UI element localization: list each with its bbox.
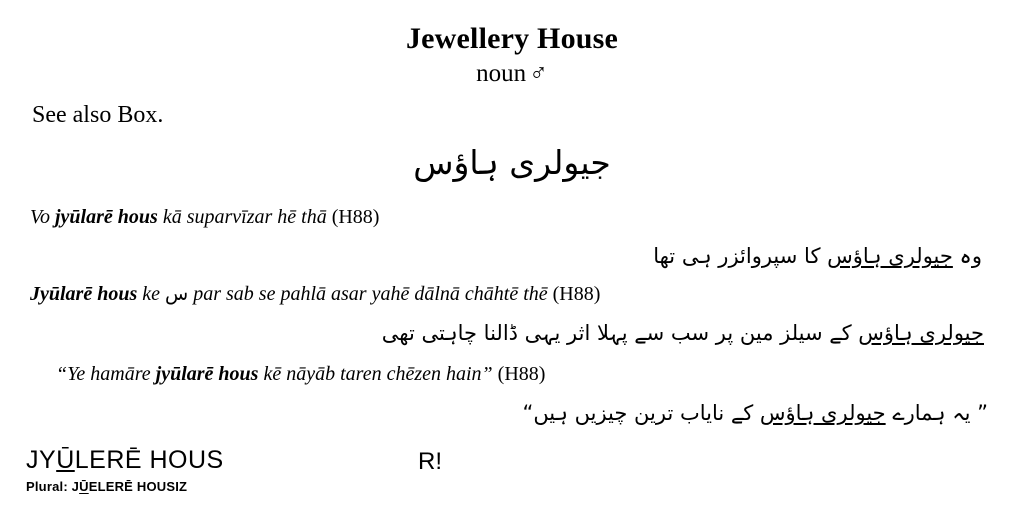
example-1-citation: (H88)	[331, 206, 380, 228]
part-of-speech: noun	[476, 60, 527, 87]
pronunciation-main-vowel: Ū	[56, 446, 75, 474]
urdu-headword: جیولری ہاؤس	[413, 143, 611, 182]
example-1-keyword: jyūlarē hous	[55, 206, 158, 228]
page-mark: R!	[418, 448, 442, 475]
example-urdu-1	[653, 244, 982, 268]
plural-part-a: J	[71, 479, 80, 494]
example-2-urdu-keyword: جیولری ہاؤس	[858, 321, 984, 345]
pronunciation-block	[26, 446, 224, 494]
example-latin-1	[30, 206, 994, 229]
part-of-speech-line	[0, 60, 1024, 88]
example-2-mid: ke	[137, 283, 166, 305]
example-1-urdu-post: کا سپروائزر ہی تھا	[653, 244, 828, 268]
example-3-post: kē nāyāb taren chēzen hain”	[258, 363, 493, 385]
pronunciation-main-part-b: LERĒ HOUS	[74, 446, 224, 474]
cross-reference: See also Box.	[32, 102, 164, 128]
example-2-citation: (H88)	[552, 283, 601, 305]
plural-form	[26, 479, 224, 494]
example-latin-2	[30, 283, 994, 306]
example-1-post: kā suparvīzar hē thā	[157, 206, 327, 228]
example-3-keyword: jyūlarē hous	[155, 363, 259, 385]
example-3-urdu-post: کے نایاب ترین چیزیں ہیں“	[522, 401, 760, 425]
example-2-urdu-post: کے سیلز مین پر سب سے پہلا اثر یہی ڈالنا چاہتی تھی	[381, 321, 859, 345]
example-urdu-3	[522, 401, 988, 425]
example-3-urdu-keyword: جیولری ہاؤس	[759, 401, 886, 425]
plural-vowel: Ū	[79, 479, 89, 494]
example-3-pre: “Ye hamāre	[56, 363, 156, 385]
example-3-citation: (H88)	[497, 363, 546, 385]
example-2-keyword: Jyūlarē hous	[30, 283, 138, 305]
pronunciation-main	[26, 446, 224, 475]
pronunciation-main-part-a: JY	[26, 446, 57, 474]
example-2-urdu-fragment: س	[165, 283, 189, 305]
example-1-pre: Vo	[30, 206, 55, 228]
plural-label: Plural:	[26, 479, 72, 494]
example-1-urdu-keyword: جیولری ہاؤس	[827, 244, 953, 268]
plural-part-b: ELERĒ HOUSIZ	[88, 479, 188, 494]
example-latin-3	[56, 363, 986, 386]
example-2-post: par sab se pahlā asar yahē dālnā chāhtē thē	[188, 283, 548, 305]
example-3-urdu-pre: ” یہ ہمارے	[885, 401, 988, 425]
page-title: Jewellery House	[405, 22, 619, 55]
example-urdu-2	[382, 321, 984, 345]
example-1-urdu-pre: وہ	[952, 244, 982, 268]
male-gender-icon: ♂	[529, 60, 548, 87]
